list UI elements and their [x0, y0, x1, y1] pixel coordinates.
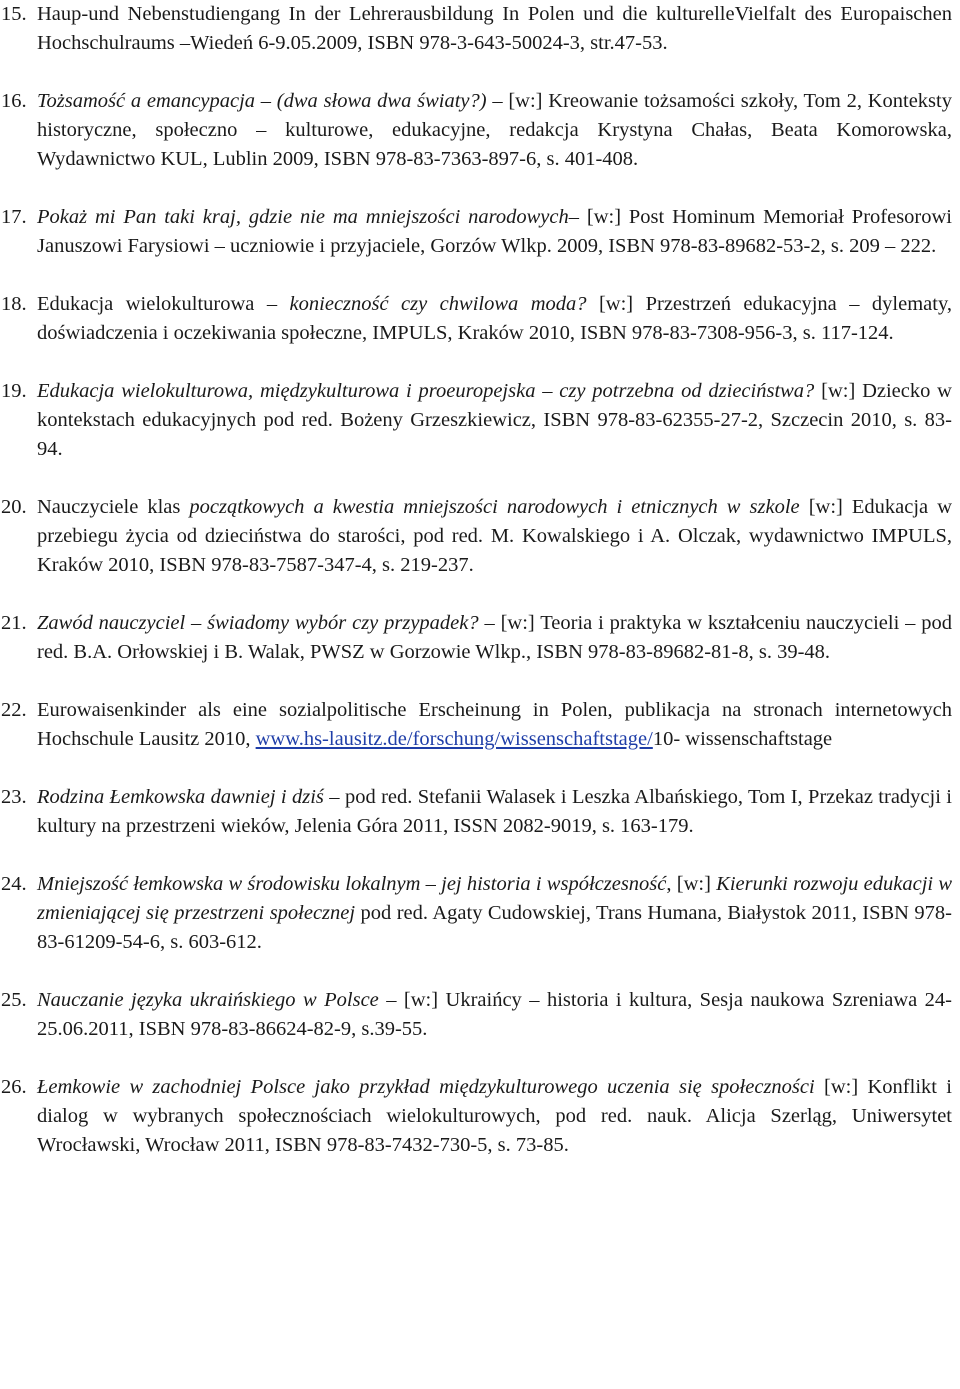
bibliography-entry: [0, 0, 952, 58]
entry-text: [37, 609, 952, 667]
entry-text-segment: Eurowaisenkinder als eine sozialpolitische Erscheinung in Polen, publikacja na stronach internetowych Hochschule Lausitz 2010,: [37, 699, 952, 750]
entry-title-italic: Zawód nauczyciel – świadomy wybór czy przypadek?: [37, 612, 479, 634]
entry-text-segment: [w:] Przestrzeń edukacyjna – dylematy, doświadczenia i oczekiwania społeczne, IMPULS, Kraków 2010, ISBN 978-83-7308-956-3, s. 117-124.: [37, 293, 952, 344]
bibliography-entry: [0, 493, 952, 580]
entry-text-segment: – [w:] Post Hominum Memoriał Profesorowi Januszowi Farysiowi – uczniowie i przyjaciele, Gorzów Wlkp. 2009, ISBN 978-83-89682-53-2, s. 209 – 222.: [37, 206, 952, 257]
entry-text-segment: – [w:] Ukraińcy – historia i kultura, Sesja naukowa Szreniawa 24-25.06.2011, ISBN 978-83-86624-82-9, s.39-55.: [37, 989, 952, 1040]
bibliography-entry: [0, 783, 952, 841]
bibliography-entry: [0, 696, 952, 754]
entry-title-italic: Mniejszość łemkowska w środowisku lokalnym – jej historia i współczesność: [37, 873, 667, 895]
entry-title-italic: Kierunki rozwoju edukacji w zmieniającej się przestrzeni społecznej: [37, 873, 952, 924]
entry-text-segment: , [w:]: [666, 873, 717, 895]
entry-text: [37, 377, 952, 464]
bibliography-entry: [0, 870, 952, 957]
entry-text-segment: pod red. Agaty Cudowskiej, Trans Humana, Białystok 2011, ISBN 978-83-61209-54-6, s. 603-612.: [37, 902, 952, 953]
entry-number: 15.: [1, 3, 27, 25]
entry-number: 23.: [1, 786, 27, 808]
bibliography-entry: [0, 87, 952, 174]
entry-number: 18.: [1, 293, 27, 315]
entry-number: 22.: [1, 699, 27, 721]
bibliography-entry: [0, 986, 952, 1044]
entry-text: [37, 493, 952, 580]
entry-text-segment: [w:] Konflikt i dialog w wybranych społecznościach wielokulturowych, pod red. nauk. Alicja Szerląg, Uniwersytet Wrocławski, Wrocław 2011, ISBN 978-83-7432-730-5, s. 73-85.: [37, 1076, 952, 1156]
entry-link[interactable]: www.hs-lausitz.de/forschung/wissenschaftstage/: [255, 728, 653, 750]
entry-text-segment: [w:] Dziecko w kontekstach edukacyjnych pod red. Bożeny Grzeszkiewicz, ISBN 978-83-62355-27-2, Szczecin 2010, s. 83-94.: [37, 380, 952, 460]
entry-title-italic: Edukacja wielokulturowa, międzykulturowa i proeuropejska – czy potrzebna od dzieciństwa?: [37, 380, 815, 402]
entry-text: [37, 1073, 952, 1160]
entry-number: 25.: [1, 989, 27, 1011]
entry-title-italic: Pokaż mi Pan taki kraj, gdzie nie ma mniejszości narodowych: [37, 206, 569, 228]
entry-text-segment: – [w:] Teoria i praktyka w kształceniu nauczycieli – pod red. B.A. Orłowskiej i B. Walak, PWSZ w Gorzowie Wlkp., ISBN 978-83-89682-81-8, s. 39-48.: [37, 612, 952, 663]
entry-text-segment: – pod red. Stefanii Walasek i Leszka Albańskiego, Tom I, Przekaz tradycji i kultury na przestrzeni wieków, Jelenia Góra 2011, ISSN 2082-9019, s. 163-179.: [37, 786, 953, 837]
bibliography-entry: [0, 1073, 952, 1160]
bibliography-entry: [0, 203, 952, 261]
bibliography-entry: [0, 609, 952, 667]
bibliography-entry: [0, 290, 952, 348]
entry-number: 21.: [1, 612, 27, 634]
entry-text-segment: [w:] Edukacja w przebiegu życia od dzieciństwa do starości, pod red. M. Kowalskiego i A. Olczak, wydawnictwo IMPULS, Kraków 2010, ISBN 978-83-7587-347-4, s. 219-237.: [37, 496, 953, 576]
entry-text: [37, 870, 952, 957]
entry-text: [37, 986, 952, 1044]
entry-title-italic: konieczność czy chwilowa moda?: [289, 293, 587, 315]
entry-text: [37, 0, 952, 58]
entry-text-segment: – [w:] Kreowanie tożsamości szkoły, Tom 2, Konteksty historyczne, społeczno – kulturowe, edukacyjne, redakcja Krystyna Chałas, Beata Komorowska, Wydawnictwo KUL, Lublin 2009, ISBN 978-83-7363-897-6, s. 401-408.: [37, 90, 952, 170]
entry-text-segment: Haup-und Nebenstudiengang In der Lehrerausbildung In Polen und die kulturelleVielfalt des Europaischen Hochschulraums –Wiedeń 6-9.05.2009, ISBN 978-3-643-50024-3, str.47-53.: [37, 3, 952, 54]
entry-text: [37, 87, 952, 174]
entry-title-italic: Łemkowie w zachodniej Polsce jako przykład międzykulturowego uczenia się społeczności: [37, 1076, 815, 1098]
entry-text: [37, 696, 952, 754]
bibliography-entry: [0, 377, 952, 464]
entry-text: [37, 783, 952, 841]
entry-text-segment: Edukacja wielokulturowa –: [37, 293, 290, 315]
entry-text: [37, 203, 952, 261]
entry-number: 16.: [1, 90, 27, 112]
entry-text-segment: Nauczyciele klas: [37, 496, 190, 518]
entry-number: 26.: [1, 1076, 27, 1098]
entry-number: 17.: [1, 206, 27, 228]
entry-title-italic: Tożsamość a emancypacja – (dwa słowa dwa światy?): [37, 90, 487, 112]
entry-title-italic: Rodzina Łemkowska dawniej i dziś: [37, 786, 324, 808]
entry-number: 20.: [1, 496, 27, 518]
entry-text-segment: 10- wissenschaftstage: [652, 728, 833, 750]
entry-number: 24.: [1, 873, 27, 895]
entry-text: [37, 290, 952, 348]
entry-number: 19.: [1, 380, 27, 402]
entry-title-italic: początkowych a kwestia mniejszości narodowych i etnicznych w szkole: [189, 496, 800, 518]
entry-title-italic: Nauczanie języka ukraińskiego w Polsce: [37, 989, 379, 1011]
